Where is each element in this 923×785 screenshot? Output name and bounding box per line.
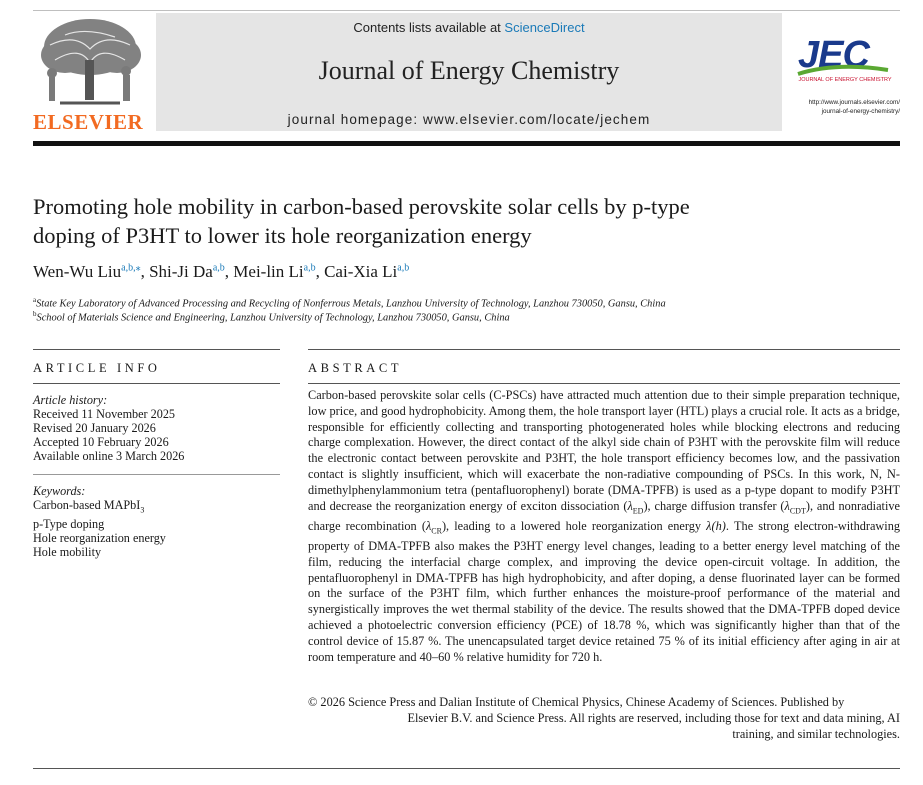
- journal-title[interactable]: Journal of Energy Chemistry: [318, 56, 620, 85]
- abstract-segment: Carbon-based perovskite solar cells (C-PSCs) have attracted much attention due to their simple preparation technique, low price, and good hydrophobicity. Among them, the hole transport layer (HTL) plays a crucial role. It acts as a bridge, responsible for efficiently collecting and transporting photogenerated holes while blocking electrons and reducing charge complexation. However, the direct contact of the alkyl side chain of P3HT with the perovskite film will reduce the electronic contact between perovskite and P3HT, the hole transport efficiency becomes low, and the passivation contact is slightly insufficient, which will exacerbate the non-radiative compounding of PSCs. In this work, N, N-dimethylphenylammonium tetra (pentafluorophenyl) borate (DMA-TPFB) is used as a p-type dopant to modify P3HT and decrease the reorganization energy of exciton dissociation (: [308, 388, 900, 513]
- keyword-item[interactable]: Hole reorganization energy: [33, 531, 166, 546]
- article-history: [33, 393, 280, 463]
- affiliation-mark: b: [33, 310, 37, 318]
- author-name[interactable]: Mei-lin Li: [233, 262, 304, 281]
- copyright-line-2: Elsevier B.V. and Science Press. All rights are reserved, including those for text and data mining, AI: [407, 711, 900, 725]
- abstract-segment: ), and nonradiative charge recombination (: [308, 498, 900, 533]
- author-list: [33, 262, 893, 282]
- jec-url-line-2: journal-of-energy-chemistry/: [821, 108, 900, 115]
- contents-prefix: Contents lists available at: [353, 20, 505, 35]
- author-separator: ,: [315, 262, 325, 281]
- lambda-argument: (h): [711, 518, 726, 533]
- keyword-subscript: 3: [140, 505, 145, 515]
- author-affiliation-link[interactable]: a,b: [397, 262, 410, 274]
- keywords-label: Keywords:: [33, 484, 86, 498]
- author-affiliation-link[interactable]: a,b,⁎: [121, 262, 141, 274]
- jec-logo[interactable]: [790, 34, 900, 88]
- lambda-symbol: λ: [425, 518, 432, 533]
- history-revised: Revised 20 January 2026: [33, 421, 156, 435]
- author-separator: ,: [224, 262, 234, 281]
- author-separator: ,: [140, 262, 150, 281]
- affiliation-text: School of Materials Science and Engineering, Lanzhou University of Technology, Lanzhou 730050, Gansu, China: [36, 312, 510, 324]
- contents-line: [156, 20, 782, 35]
- lambda-symbol: λ: [784, 498, 790, 513]
- sciencedirect-link[interactable]: ScienceDirect: [504, 20, 585, 35]
- keywords-block: [33, 484, 280, 559]
- article-info-rule: [33, 383, 280, 384]
- abstract-segment: . The strong electron-withdrawing property of DMA-TPFB also makes the P3HT energy level changes, leading to a better energy level matching of the film, reducing the interfacial charge complex, and improving the device open-circuit voltage. In addition, the pentafluorophenyl in DMA-TPFB has high hydrophobicity, and after doping, a dense fluorinated layer can be formed on the surface of the P3HT film, which further enhances the moisture-proof performance of the material and synergistically improves the wet thermal stability of the device. The results showed that the DMA-TPFB doped device achieved a photoelectric conversion efficiency (PCE) of 18.78 %, which was significantly higher than that of the control device of 15.87 %. The unencapsulated target device retained 75 % of its initial efficiency after aging in air at room temperature and 40–60 % relative humidity for 720 h.: [308, 518, 901, 664]
- affiliation-mark: a: [33, 296, 37, 304]
- publisher-name: ELSEVIER: [33, 110, 144, 134]
- title-line-1: Promoting hole mobility in carbon-based perovskite solar cells by p-type: [33, 194, 690, 219]
- abstract-rule-top: [308, 349, 900, 350]
- lambda-symbol: λ: [706, 518, 712, 533]
- affiliation-b: [33, 310, 893, 323]
- abstract-rule: [308, 383, 900, 384]
- article-title: [33, 192, 893, 250]
- jec-logo-caption: JOURNAL OF ENERGY CHEMISTRY: [798, 77, 892, 83]
- history-online: Available online 3 March 2026: [33, 449, 185, 463]
- copyright-line-1: © 2026 Science Press and Dalian Institute of Chemical Physics, Chinese Academy of Sciences. Published by: [308, 695, 845, 709]
- jec-url-line-1: http://www.journals.elsevier.com/: [808, 99, 900, 106]
- keyword-text: Carbon-based MAPbI: [33, 498, 141, 512]
- history-label: Article history:: [33, 393, 108, 407]
- copyright-notice: [308, 694, 900, 742]
- keyword-item[interactable]: p-Type doping: [33, 517, 105, 532]
- author-affiliation-link[interactable]: a,b: [212, 262, 225, 274]
- abstract-text: [308, 388, 900, 665]
- affiliation-text: State Key Laboratory of Advanced Processing and Recycling of Nonferrous Metals, Lanzhou University of Technology, Lanzhou 730050, Gansu, China: [36, 298, 666, 310]
- author-name[interactable]: Cai-Xia Li: [324, 262, 398, 281]
- lambda-subscript: ED: [632, 506, 644, 516]
- jec-url[interactable]: [770, 98, 900, 116]
- author-name[interactable]: Shi-Ji Da: [149, 262, 213, 281]
- author-name[interactable]: Wen-Wu Liu: [33, 262, 122, 281]
- jec-swoosh-icon: [796, 64, 892, 78]
- abstract-heading: ABSTRACT: [308, 361, 403, 375]
- keyword-item[interactable]: [33, 498, 280, 517]
- bottom-rule: [33, 768, 900, 769]
- history-accepted: Accepted 10 February 2026: [33, 435, 169, 449]
- lambda-subscript: CR: [431, 526, 442, 536]
- header-rule: [33, 141, 900, 146]
- article-info-heading: ARTICLE INFO: [33, 361, 161, 375]
- keyword-item[interactable]: Hole mobility: [33, 545, 102, 560]
- top-rule: [33, 10, 900, 11]
- jec-logo-text: JEC: [798, 34, 869, 76]
- keywords-rule: [33, 474, 280, 475]
- history-received: Received 11 November 2025: [33, 407, 176, 421]
- abstract-segment: ), leading to a lowered hole reorganization energy: [441, 518, 707, 533]
- journal-homepage[interactable]: journal homepage: www.elsevier.com/locate/jechem: [287, 112, 651, 127]
- lambda-symbol: λ: [627, 498, 633, 513]
- article-info-rule-top: [33, 349, 280, 350]
- affiliation-a: [33, 296, 893, 309]
- copyright-line-3: training, and similar technologies.: [732, 727, 900, 741]
- title-line-2: doping of P3HT to lower its hole reorganization energy: [33, 223, 532, 248]
- elsevier-tree-icon: [35, 15, 145, 111]
- lambda-subscript: CDT: [789, 506, 806, 516]
- abstract-segment: ), charge diffusion transfer (: [643, 498, 785, 513]
- author-affiliation-link[interactable]: a,b: [303, 262, 316, 274]
